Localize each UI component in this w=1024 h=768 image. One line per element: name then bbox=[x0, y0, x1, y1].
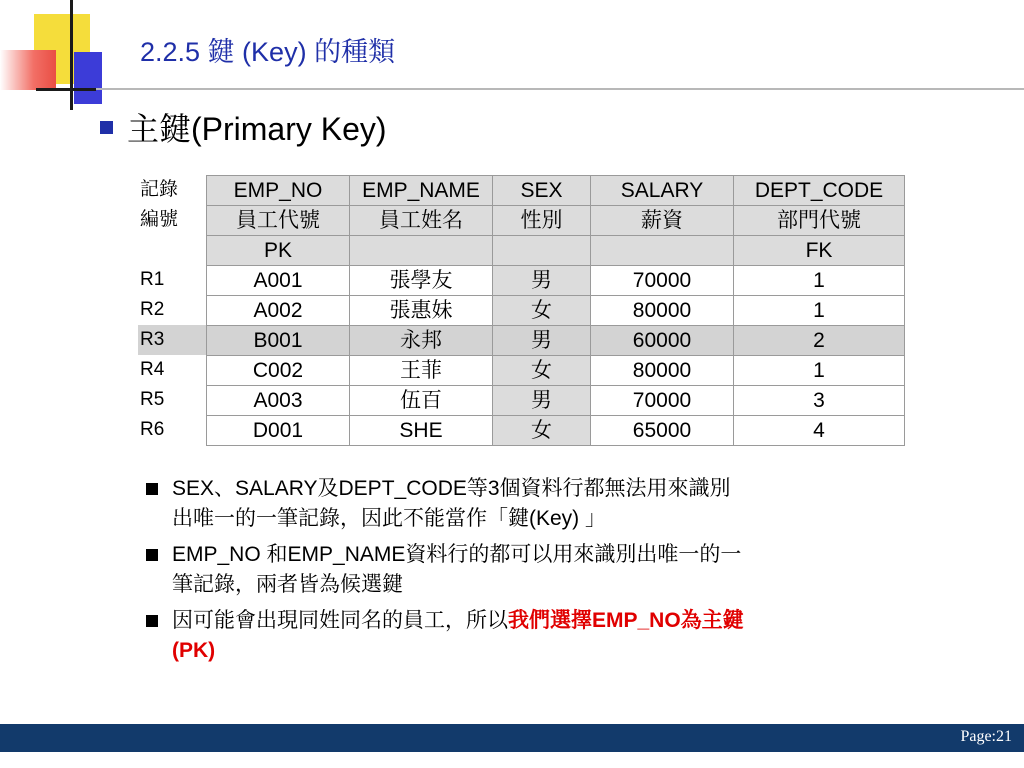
cell-emp-name: 伍百 bbox=[350, 386, 493, 416]
record-number-labels bbox=[138, 175, 206, 445]
cell-salary: 60000 bbox=[591, 326, 734, 356]
footer-bar bbox=[0, 724, 1024, 752]
record-label: R2 bbox=[140, 299, 165, 320]
cell-emp-no: C002 bbox=[207, 356, 350, 386]
cell-emp-no: A002 bbox=[207, 296, 350, 326]
bullet-square-icon bbox=[146, 615, 158, 627]
cell-emp-name: 張惠妹 bbox=[350, 296, 493, 326]
cell-emp-name: 張學友 bbox=[350, 266, 493, 296]
decoration-red-bar bbox=[0, 50, 56, 90]
bullet-item bbox=[140, 474, 960, 534]
cell-dept-code: 2 bbox=[734, 326, 905, 356]
bullet-item bbox=[140, 606, 960, 666]
bullet-text-line: EMP_NO 和EMP_NAME資料行的都可以用來識別出唯一的一 bbox=[172, 543, 742, 566]
table-row bbox=[207, 386, 905, 416]
table-row bbox=[207, 356, 905, 386]
cell-dept-code: 1 bbox=[734, 296, 905, 326]
column-header: SALARY bbox=[591, 176, 734, 206]
subheading-text: 主鍵(Primary Key) bbox=[127, 111, 387, 147]
key-cell: PK bbox=[207, 236, 350, 266]
highlighted-text: (PK) bbox=[172, 639, 216, 662]
column-header: EMP_NAME bbox=[350, 176, 493, 206]
highlighted-text: 我們選擇EMP_NO為主鍵 bbox=[508, 609, 744, 632]
cell-sex: 女 bbox=[493, 296, 591, 326]
table-key-row bbox=[207, 236, 905, 266]
cell-sex: 女 bbox=[493, 356, 591, 386]
column-header-zh: 性別 bbox=[493, 206, 591, 236]
bullet-text-line bbox=[172, 606, 960, 636]
table-row bbox=[207, 266, 905, 296]
cell-salary: 80000 bbox=[591, 356, 734, 386]
record-header-line2: 編號 bbox=[140, 209, 179, 230]
bullet-square-icon bbox=[100, 121, 113, 134]
table-row bbox=[207, 416, 905, 446]
record-header-spacer bbox=[138, 235, 206, 265]
cell-sex: 女 bbox=[493, 416, 591, 446]
cell-dept-code: 4 bbox=[734, 416, 905, 446]
key-cell bbox=[493, 236, 591, 266]
table-row bbox=[207, 326, 905, 356]
title-underline bbox=[36, 88, 1024, 90]
cell-dept-code: 3 bbox=[734, 386, 905, 416]
cell-dept-code: 1 bbox=[734, 266, 905, 296]
record-label: R6 bbox=[140, 419, 165, 440]
bullet-square-icon bbox=[146, 483, 158, 495]
bullet-item bbox=[140, 540, 960, 600]
page-number: Page:21 bbox=[960, 728, 1012, 745]
bullet-list bbox=[140, 474, 960, 672]
cell-salary: 70000 bbox=[591, 386, 734, 416]
cell-sex: 男 bbox=[493, 386, 591, 416]
column-header-zh: 員工代號 bbox=[207, 206, 350, 236]
cell-sex: 男 bbox=[493, 266, 591, 296]
cell-sex: 男 bbox=[493, 326, 591, 356]
key-cell bbox=[350, 236, 493, 266]
decoration-horizontal-line bbox=[36, 88, 96, 91]
bullet-text-line: SEX、SALARY及DEPT_CODE等3個資料行都無法用來識別 bbox=[172, 477, 731, 500]
subheading bbox=[100, 104, 387, 150]
bullet-square-icon bbox=[146, 549, 158, 561]
cell-emp-name: 永邦 bbox=[350, 326, 493, 356]
cell-emp-no: A001 bbox=[207, 266, 350, 296]
bullet-text-line: 出唯一的一筆記錄，因此不能當作「鍵(Key) 」 bbox=[172, 507, 607, 530]
cell-emp-name: SHE bbox=[350, 416, 493, 446]
column-header: SEX bbox=[493, 176, 591, 206]
bullet-text: 因可能會出現同姓同名的員工，所以 bbox=[172, 609, 508, 632]
slide-title: 2.2.5 鍵 (Key) 的種類 bbox=[140, 37, 396, 67]
employee-table bbox=[206, 175, 905, 446]
record-label: R1 bbox=[140, 269, 165, 290]
decoration-blue-square bbox=[74, 52, 102, 104]
cell-emp-no: D001 bbox=[207, 416, 350, 446]
column-header: DEPT_CODE bbox=[734, 176, 905, 206]
cell-salary: 80000 bbox=[591, 296, 734, 326]
decoration-vertical-line bbox=[70, 0, 73, 110]
table-header-row bbox=[207, 176, 905, 206]
column-header-zh: 部門代號 bbox=[734, 206, 905, 236]
key-cell: FK bbox=[734, 236, 905, 266]
cell-emp-name: 王菲 bbox=[350, 356, 493, 386]
cell-emp-no: A003 bbox=[207, 386, 350, 416]
record-label: R4 bbox=[140, 359, 165, 380]
column-header-zh: 員工姓名 bbox=[350, 206, 493, 236]
column-header-zh: 薪資 bbox=[591, 206, 734, 236]
table-header-zh-row bbox=[207, 206, 905, 236]
key-cell bbox=[591, 236, 734, 266]
cell-salary: 65000 bbox=[591, 416, 734, 446]
table-row bbox=[207, 296, 905, 326]
cell-salary: 70000 bbox=[591, 266, 734, 296]
column-header: EMP_NO bbox=[207, 176, 350, 206]
record-header-line1: 記錄 bbox=[140, 179, 179, 200]
cell-dept-code: 1 bbox=[734, 356, 905, 386]
bullet-text-line: 筆記錄，兩者皆為候選鍵 bbox=[172, 573, 403, 596]
record-label: R3 bbox=[138, 325, 206, 355]
cell-emp-no: B001 bbox=[207, 326, 350, 356]
record-label: R5 bbox=[140, 389, 165, 410]
